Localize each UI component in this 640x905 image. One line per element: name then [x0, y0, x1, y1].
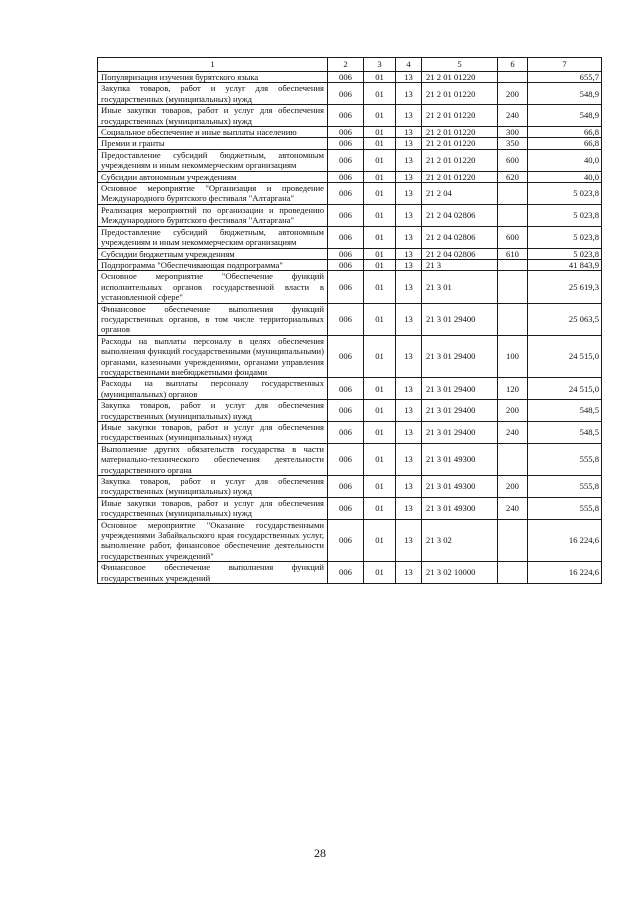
code-expense-type	[498, 519, 528, 562]
expense-name: Выполнение других обязательств государства в части материально-технического обеспечения деятельности государственного органа	[98, 443, 328, 475]
expense-name: Субсидии бюджетным учреждениям	[98, 248, 328, 259]
code-target-article: 21 2 04	[422, 183, 498, 205]
code-expense-type: 620	[498, 171, 528, 182]
code-target-article: 21 3 01	[422, 271, 498, 303]
code-ministry: 006	[328, 422, 364, 444]
code-target-article: 21 3 01 29400	[422, 303, 498, 335]
code-section: 01	[364, 127, 396, 138]
code-target-article: 21 3 01 49300	[422, 443, 498, 475]
amount: 5 023,8	[528, 204, 602, 226]
code-ministry: 006	[328, 519, 364, 562]
code-subsection: 13	[396, 303, 422, 335]
amount: 548,9	[528, 83, 602, 105]
code-target-article: 21 2 01 01220	[422, 149, 498, 171]
expense-name: Предоставление субсидий бюджетным, автономным учреждениям и иным некоммерческим организациям	[98, 149, 328, 171]
expense-name: Реализация мероприятий по организации и проведению Международного бурятского фестиваля "Алтаргана"	[98, 204, 328, 226]
table-row	[98, 127, 602, 138]
expense-name: Закупка товаров, работ и услуг для обеспечения государственных (муниципальных) нужд	[98, 400, 328, 422]
code-expense-type: 240	[498, 105, 528, 127]
header-cell: 5	[422, 58, 498, 72]
code-section: 01	[364, 204, 396, 226]
code-ministry: 006	[328, 105, 364, 127]
header-cell: 2	[328, 58, 364, 72]
code-subsection: 13	[396, 422, 422, 444]
code-ministry: 006	[328, 497, 364, 519]
table-row	[98, 443, 602, 475]
code-ministry: 006	[328, 248, 364, 259]
code-target-article: 21 3 01 29400	[422, 400, 498, 422]
expense-name: Подпрограмма "Обеспечивающая подпрограмма"	[98, 259, 328, 270]
code-section: 01	[364, 378, 396, 400]
table-row	[98, 204, 602, 226]
code-section: 01	[364, 248, 396, 259]
code-target-article: 21 3 01 29400	[422, 335, 498, 378]
header-cell: 7	[528, 58, 602, 72]
code-subsection: 13	[396, 259, 422, 270]
code-ministry: 006	[328, 183, 364, 205]
code-expense-type	[498, 562, 528, 584]
table-row	[98, 476, 602, 498]
table-row	[98, 248, 602, 259]
expense-name: Расходы на выплаты персоналу государственных (муниципальных) органов	[98, 378, 328, 400]
expense-name: Популяризация изучения бурятского языка	[98, 72, 328, 83]
table-row	[98, 138, 602, 149]
code-section: 01	[364, 83, 396, 105]
code-expense-type	[498, 443, 528, 475]
amount: 555,8	[528, 443, 602, 475]
table-row	[98, 378, 602, 400]
code-target-article: 21 2 04 02806	[422, 226, 498, 248]
table-row	[98, 183, 602, 205]
table-row	[98, 400, 602, 422]
code-target-article: 21 3 01 29400	[422, 422, 498, 444]
code-subsection: 13	[396, 183, 422, 205]
expense-name: Социальное обеспечение и иные выплаты населению	[98, 127, 328, 138]
amount: 40,0	[528, 171, 602, 182]
amount: 25 619,3	[528, 271, 602, 303]
expense-name: Предоставление субсидий бюджетным, автономным учреждениям и иным некоммерческим организациям	[98, 226, 328, 248]
table-row	[98, 72, 602, 83]
code-expense-type: 240	[498, 497, 528, 519]
code-subsection: 13	[396, 443, 422, 475]
code-section: 01	[364, 105, 396, 127]
code-expense-type	[498, 204, 528, 226]
code-expense-type: 600	[498, 149, 528, 171]
expense-name: Премии и гранты	[98, 138, 328, 149]
code-expense-type: 100	[498, 335, 528, 378]
code-subsection: 13	[396, 562, 422, 584]
code-expense-type: 200	[498, 400, 528, 422]
expense-name: Иные закупки товаров, работ и услуг для обеспечения государственных (муниципальных) нужд	[98, 422, 328, 444]
amount: 66,8	[528, 127, 602, 138]
code-subsection: 13	[396, 476, 422, 498]
code-ministry: 006	[328, 562, 364, 584]
code-expense-type: 350	[498, 138, 528, 149]
amount: 41 843,9	[528, 259, 602, 270]
code-ministry: 006	[328, 72, 364, 83]
table-row	[98, 562, 602, 584]
code-target-article: 21 2 01 01220	[422, 138, 498, 149]
code-section: 01	[364, 562, 396, 584]
amount: 66,8	[528, 138, 602, 149]
code-ministry: 006	[328, 149, 364, 171]
expense-name: Закупка товаров, работ и услуг для обеспечения государственных (муниципальных) нужд	[98, 83, 328, 105]
code-section: 01	[364, 476, 396, 498]
header-cell: 1	[98, 58, 328, 72]
code-ministry: 006	[328, 259, 364, 270]
table-row	[98, 105, 602, 127]
code-target-article: 21 2 01 01220	[422, 171, 498, 182]
expense-name: Финансовое обеспечение выполнения функций государственных органов, в том числе территориальных органов	[98, 303, 328, 335]
code-expense-type: 240	[498, 422, 528, 444]
code-subsection: 13	[396, 105, 422, 127]
amount: 16 224,6	[528, 562, 602, 584]
amount: 16 224,6	[528, 519, 602, 562]
code-section: 01	[364, 303, 396, 335]
code-target-article: 21 2 01 01220	[422, 127, 498, 138]
code-ministry: 006	[328, 204, 364, 226]
amount: 24 515,0	[528, 378, 602, 400]
code-ministry: 006	[328, 127, 364, 138]
expense-name: Расходы на выплаты персоналу в целях обеспечения выполнения функций государственными (муниципальными) органами, казенными учреждениями, органами управления государственными внебюджетными фондами	[98, 335, 328, 378]
expense-name: Иные закупки товаров, работ и услуг для обеспечения государственных (муниципальных) нужд	[98, 497, 328, 519]
code-subsection: 13	[396, 400, 422, 422]
table-row	[98, 497, 602, 519]
code-expense-type: 300	[498, 127, 528, 138]
code-subsection: 13	[396, 335, 422, 378]
expense-name: Закупка товаров, работ и услуг для обеспечения государственных (муниципальных) нужд	[98, 476, 328, 498]
expense-name: Основное мероприятие "Организация и проведение Международного бурятского фестиваля "Алтаргана"	[98, 183, 328, 205]
amount: 548,5	[528, 422, 602, 444]
amount: 5 023,8	[528, 226, 602, 248]
code-target-article: 21 3 01 49300	[422, 497, 498, 519]
code-section: 01	[364, 519, 396, 562]
header-cell: 6	[498, 58, 528, 72]
code-section: 01	[364, 443, 396, 475]
code-section: 01	[364, 422, 396, 444]
expense-name: Основное мероприятие "Обеспечение функций исполнительных органов государственной власти в установленной сфере"	[98, 271, 328, 303]
code-section: 01	[364, 149, 396, 171]
amount: 555,8	[528, 497, 602, 519]
amount: 40,0	[528, 149, 602, 171]
table-row	[98, 171, 602, 182]
code-target-article: 21 2 01 01220	[422, 83, 498, 105]
code-ministry: 006	[328, 303, 364, 335]
code-subsection: 13	[396, 72, 422, 83]
code-target-article: 21 3 01 29400	[422, 378, 498, 400]
header-cell: 4	[396, 58, 422, 72]
code-section: 01	[364, 400, 396, 422]
amount: 5 023,8	[528, 248, 602, 259]
table-row	[98, 226, 602, 248]
code-expense-type: 600	[498, 226, 528, 248]
code-target-article: 21 3 01 49300	[422, 476, 498, 498]
code-expense-type	[498, 72, 528, 83]
code-target-article: 21 3	[422, 259, 498, 270]
amount: 5 023,8	[528, 183, 602, 205]
code-ministry: 006	[328, 443, 364, 475]
code-expense-type	[498, 259, 528, 270]
code-subsection: 13	[396, 171, 422, 182]
expense-name: Субсидии автономным учреждениям	[98, 171, 328, 182]
code-ministry: 006	[328, 83, 364, 105]
code-target-article: 21 3 02 10000	[422, 562, 498, 584]
amount: 555,8	[528, 476, 602, 498]
code-target-article: 21 2 04 02806	[422, 204, 498, 226]
code-section: 01	[364, 335, 396, 378]
code-expense-type: 200	[498, 83, 528, 105]
amount: 655,7	[528, 72, 602, 83]
expense-name: Иные закупки товаров, работ и услуг для обеспечения государственных (муниципальных) нужд	[98, 105, 328, 127]
header-cell: 3	[364, 58, 396, 72]
amount: 548,5	[528, 400, 602, 422]
code-section: 01	[364, 171, 396, 182]
code-expense-type	[498, 183, 528, 205]
table-row	[98, 83, 602, 105]
amount: 24 515,0	[528, 335, 602, 378]
table-row	[98, 259, 602, 270]
table-row	[98, 303, 602, 335]
code-ministry: 006	[328, 476, 364, 498]
code-ministry: 006	[328, 171, 364, 182]
code-expense-type	[498, 271, 528, 303]
table-row	[98, 335, 602, 378]
budget-table	[97, 57, 602, 584]
code-subsection: 13	[396, 497, 422, 519]
code-section: 01	[364, 271, 396, 303]
table-header-row	[98, 58, 602, 72]
code-expense-type: 120	[498, 378, 528, 400]
code-subsection: 13	[396, 127, 422, 138]
amount: 25 063,5	[528, 303, 602, 335]
code-subsection: 13	[396, 271, 422, 303]
code-ministry: 006	[328, 271, 364, 303]
code-subsection: 13	[396, 83, 422, 105]
page-number: 28	[314, 846, 326, 860]
code-ministry: 006	[328, 335, 364, 378]
code-section: 01	[364, 183, 396, 205]
code-target-article: 21 2 01 01220	[422, 105, 498, 127]
amount: 548,9	[528, 105, 602, 127]
code-expense-type	[498, 303, 528, 335]
code-section: 01	[364, 138, 396, 149]
code-target-article: 21 2 01 01220	[422, 72, 498, 83]
table-row	[98, 149, 602, 171]
code-subsection: 13	[396, 138, 422, 149]
code-ministry: 006	[328, 378, 364, 400]
code-expense-type: 610	[498, 248, 528, 259]
table-row	[98, 519, 602, 562]
code-subsection: 13	[396, 204, 422, 226]
code-target-article: 21 3 02	[422, 519, 498, 562]
code-expense-type: 200	[498, 476, 528, 498]
code-section: 01	[364, 226, 396, 248]
table-row	[98, 422, 602, 444]
expense-name: Основное мероприятие "Оказание государственными учреждениями Забайкальского края государственных услуг, выполнение работ, финансовое обеспечение деятельности государственных учреждений"	[98, 519, 328, 562]
code-subsection: 13	[396, 378, 422, 400]
code-subsection: 13	[396, 226, 422, 248]
table-row	[98, 271, 602, 303]
code-section: 01	[364, 259, 396, 270]
code-subsection: 13	[396, 519, 422, 562]
code-subsection: 13	[396, 149, 422, 171]
code-ministry: 006	[328, 138, 364, 149]
code-subsection: 13	[396, 248, 422, 259]
code-target-article: 21 2 04 02806	[422, 248, 498, 259]
code-section: 01	[364, 72, 396, 83]
code-ministry: 006	[328, 400, 364, 422]
expense-name: Финансовое обеспечение выполнения функций государственных учреждений	[98, 562, 328, 584]
code-ministry: 006	[328, 226, 364, 248]
code-section: 01	[364, 497, 396, 519]
